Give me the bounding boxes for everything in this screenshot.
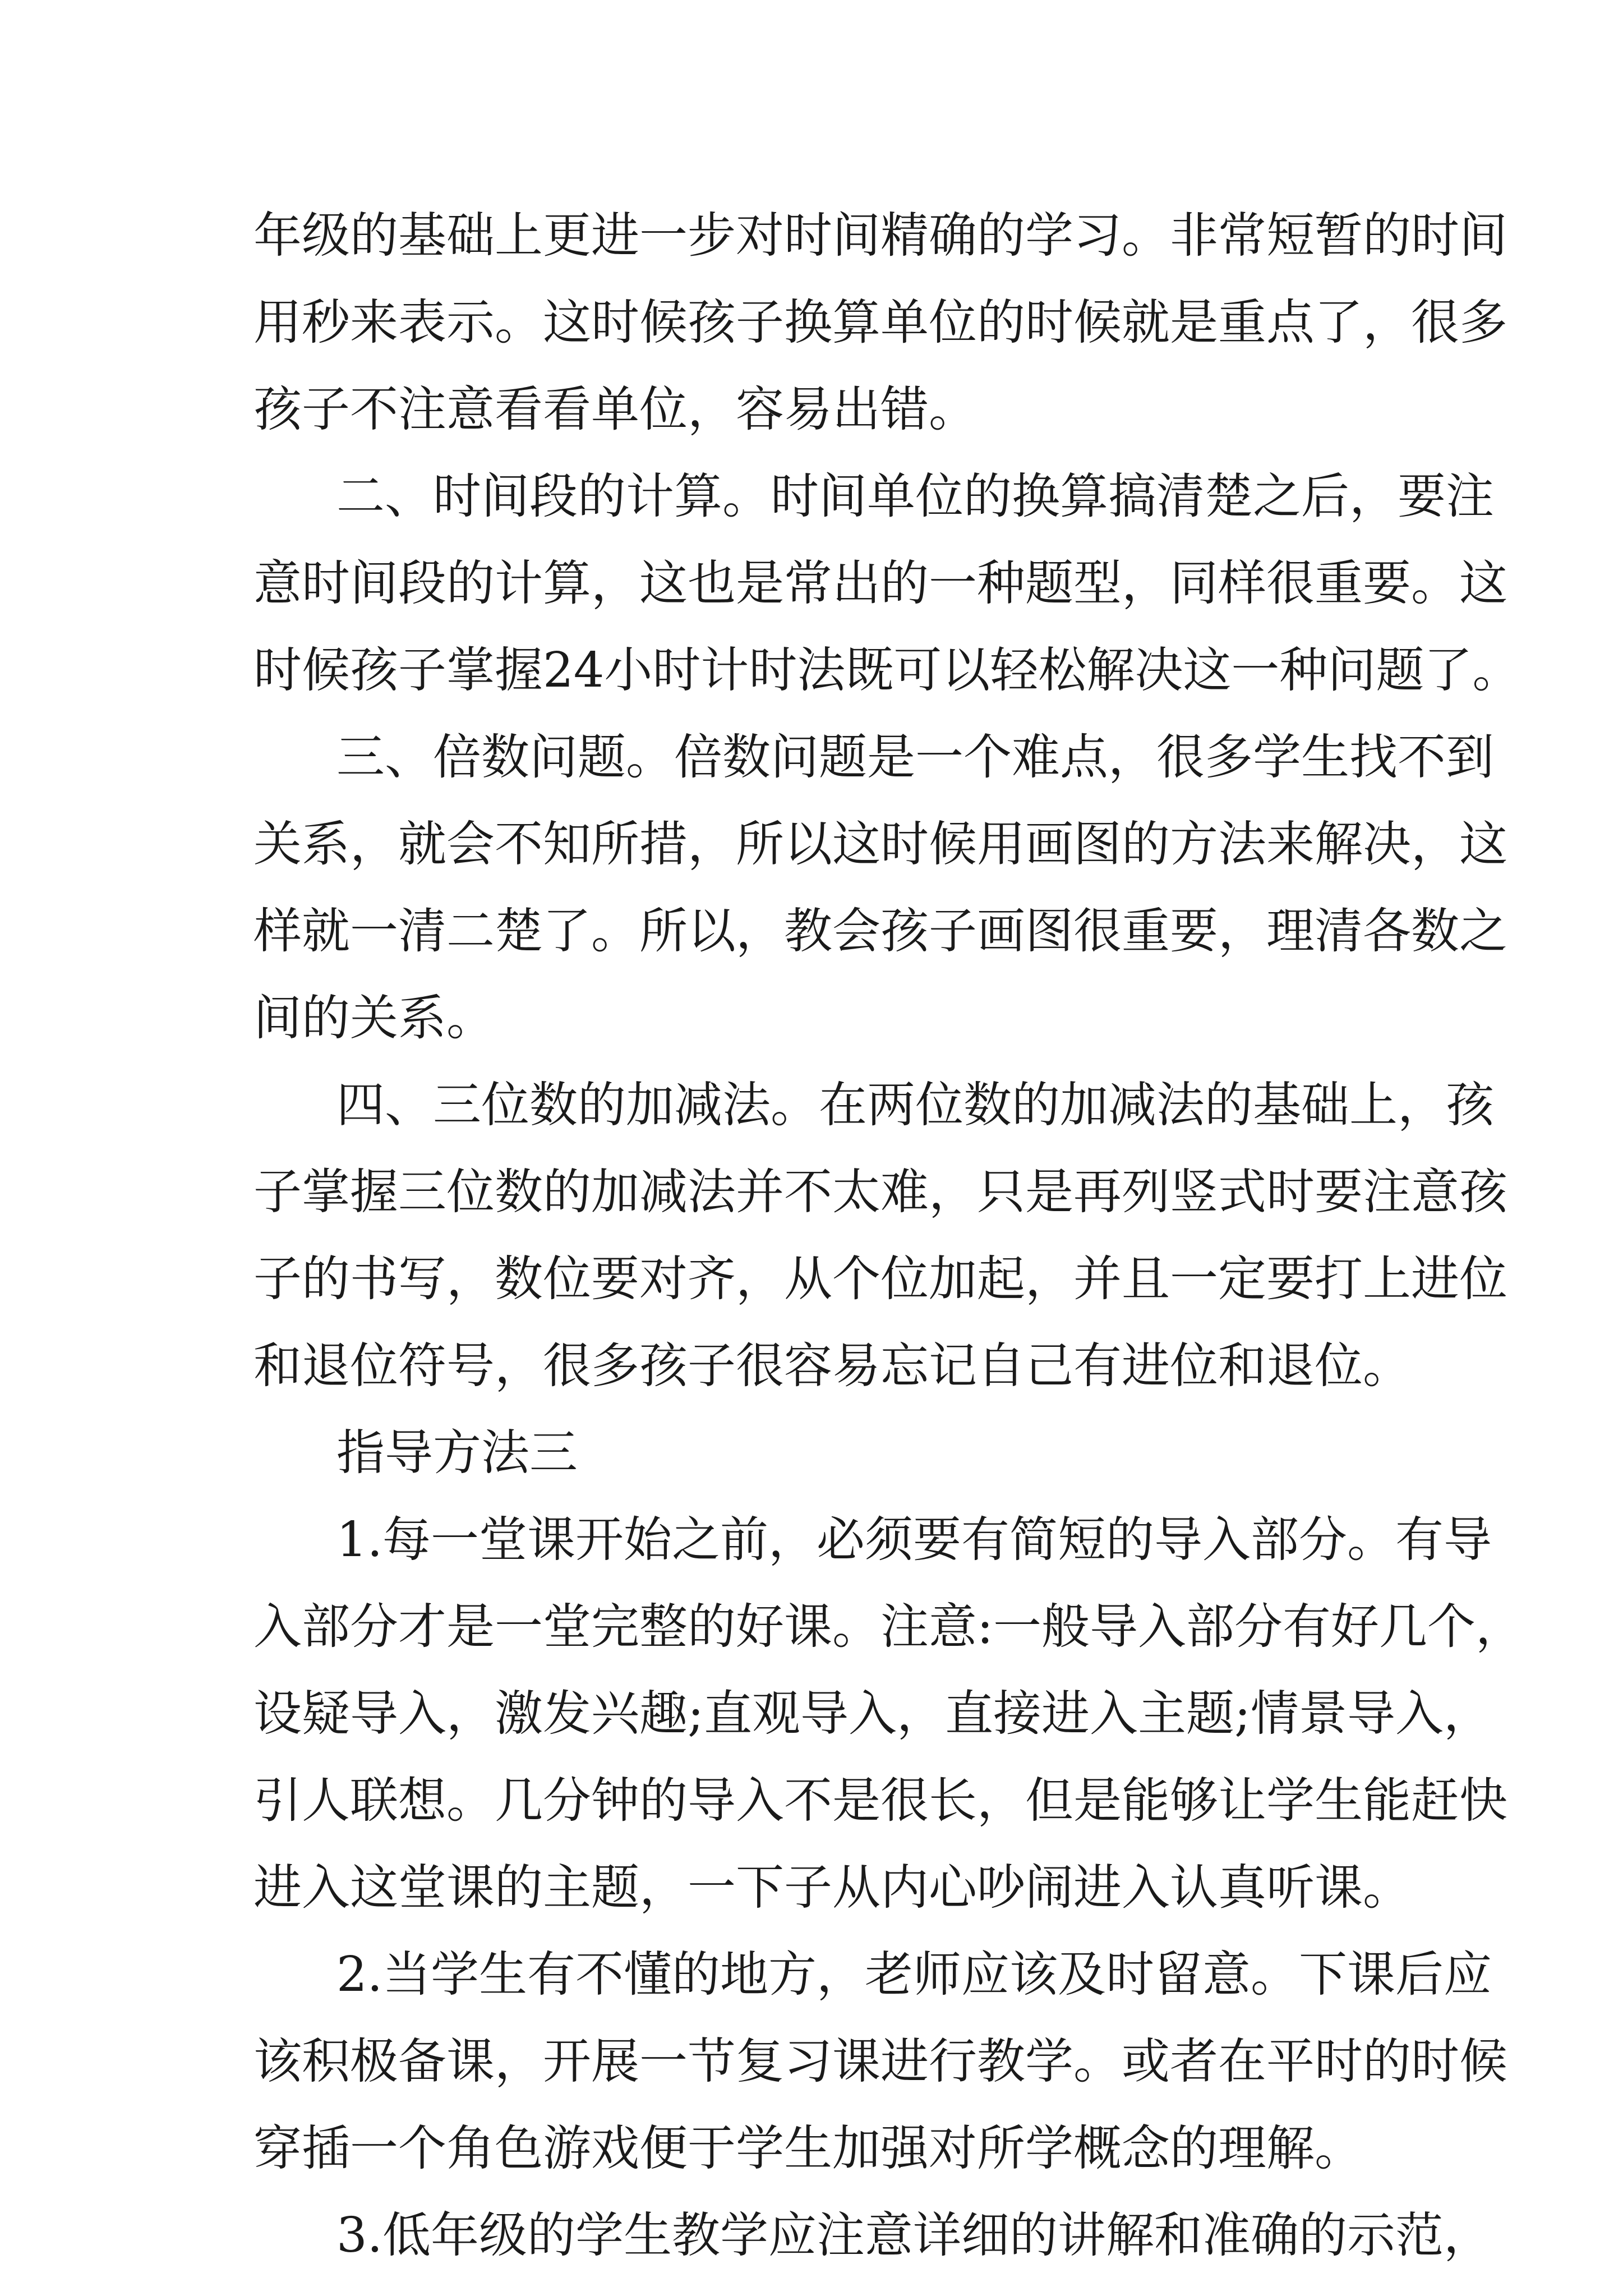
text-line-19 bbox=[0, 1753, 1623, 1848]
text-line-22 bbox=[0, 2014, 1623, 2109]
text-line-18 bbox=[0, 1666, 1623, 1761]
text-line-8-content: 关系，就会不知所措，所以这时候用画图的方法来解决，这 bbox=[253, 816, 1507, 872]
text-line-24 bbox=[0, 2188, 1623, 2283]
text-line-2-content: 用秒来表示。这时候孩子换算单位的时候就是重点了，很多 bbox=[253, 295, 1507, 351]
text-line-1 bbox=[0, 188, 1623, 283]
text-line-6-content: 时候孩子掌握24小时计时法既可以轻松解决这一种问题了。 bbox=[253, 642, 1521, 698]
text-line-21 bbox=[0, 1927, 1623, 2022]
text-line-19-content: 引人联想。几分钟的导入不是很长，但是能够让学生能赶快 bbox=[253, 1773, 1507, 1829]
text-line-16 bbox=[0, 1492, 1623, 1588]
text-line-12 bbox=[0, 1144, 1623, 1240]
text-line-2 bbox=[0, 275, 1623, 370]
text-line-1-content: 年级的基础上更进一步对时间精确的学习。非常短暂的时间 bbox=[253, 208, 1507, 264]
text-line-9-content: 样就一清二楚了。所以，教会孩子画图很重要，理清各数之 bbox=[253, 903, 1507, 959]
text-line-10 bbox=[0, 970, 1623, 1066]
text-line-5-content: 意时间段的计算，这也是常出的一种题型，同样很重要。这 bbox=[253, 555, 1507, 611]
text-line-7 bbox=[0, 710, 1623, 805]
text-line-20-content: 进入这堂课的主题，一下子从内心吵闹进入认真听课。 bbox=[253, 1860, 1411, 1916]
text-line-8 bbox=[0, 797, 1623, 892]
text-line-9 bbox=[0, 884, 1623, 979]
text-line-11 bbox=[0, 1057, 1623, 1153]
text-line-3-content: 孩子不注意看看单位，容易出错。 bbox=[253, 381, 977, 438]
text-line-23 bbox=[0, 2101, 1623, 2196]
text-line-14-content: 和退位符号，很多孩子很容易忘记自己有进位和退位。 bbox=[253, 1338, 1411, 1394]
text-line-10-content: 间的关系。 bbox=[253, 990, 495, 1046]
text-line-20 bbox=[0, 1840, 1623, 1935]
text-line-23-content: 穿插一个角色游戏便于学生加强对所学概念的理解。 bbox=[253, 2120, 1363, 2177]
text-line-13-content: 子的书写，数位要对齐，从个位加起，并且一定要打上进位 bbox=[253, 1251, 1507, 1307]
text-line-24-content: 3.低年级的学生教学应注意详细的讲解和准确的示范， bbox=[336, 2207, 1492, 2263]
text-line-15 bbox=[0, 1405, 1623, 1501]
text-line-7-content: 三、倍数问题。倍数问题是一个难点，很多学生找不到 bbox=[336, 729, 1494, 785]
text-line-16-content: 1.每一堂课开始之前，必须要有简短的导入部分。有导 bbox=[336, 1512, 1492, 1568]
text-line-21-content: 2.当学生有不懂的地方，老师应该及时留意。下课后应 bbox=[336, 1947, 1492, 2003]
text-line-13 bbox=[0, 1231, 1623, 1327]
text-line-17 bbox=[0, 1579, 1623, 1674]
text-line-15-content: 指导方法三 bbox=[336, 1425, 578, 1481]
text-line-5 bbox=[0, 536, 1623, 631]
text-line-3 bbox=[0, 362, 1623, 457]
text-line-4-content: 二、时间段的计算。时间单位的换算搞清楚之后，要注 bbox=[336, 468, 1494, 524]
text-line-18-content: 设疑导入，激发兴趣;直观导入，直接进入主题;情景导入， bbox=[253, 1686, 1492, 1742]
text-line-22-content: 该积极备课，开展一节复习课进行教学。或者在平时的时候 bbox=[253, 2033, 1507, 2090]
text-line-11-content: 四、三位数的加减法。在两位数的加减法的基础上，孩 bbox=[336, 1077, 1494, 1133]
text-line-12-content: 子掌握三位数的加减法并不太难，只是再列竖式时要注意孩 bbox=[253, 1164, 1507, 1220]
text-line-14 bbox=[0, 1318, 1623, 1414]
text-line-17-content: 入部分才是一堂完整的好课。注意:一般导入部分有好几个， bbox=[253, 1599, 1524, 1655]
text-line-6 bbox=[0, 623, 1623, 718]
text-line-4 bbox=[0, 449, 1623, 544]
